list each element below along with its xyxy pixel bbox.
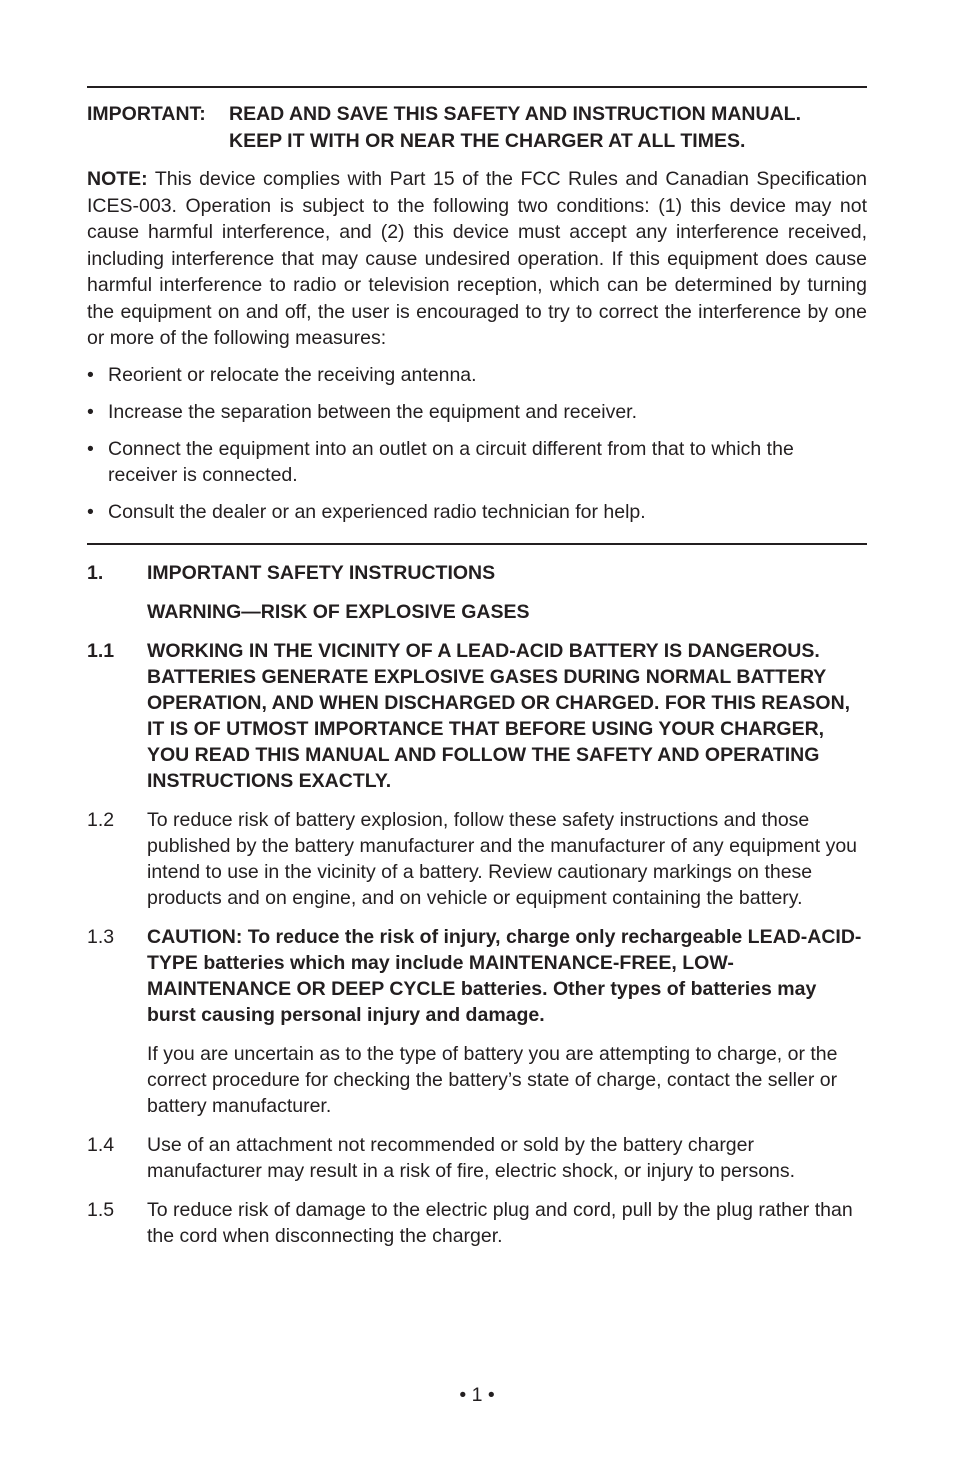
important-line-2: KEEP IT WITH OR NEAR THE CHARGER AT ALL TIMES.	[229, 130, 746, 152]
item-number: 1.2	[87, 808, 115, 831]
fcc-note	[87, 166, 867, 352]
measures-list	[87, 362, 867, 526]
page-number: • 1 •	[459, 1384, 495, 1406]
list-item	[87, 399, 867, 426]
instruction-1-1	[87, 638, 867, 794]
list-item-text: Increase the separation between the equipment and receiver.	[108, 400, 638, 423]
section-heading	[87, 560, 867, 586]
section-title: IMPORTANT SAFETY INSTRUCTIONS	[147, 561, 496, 584]
important-label: IMPORTANT:	[87, 103, 206, 125]
list-item-text: Consult the dealer or an experienced radio technician for help.	[108, 501, 646, 523]
instruction-1-3	[87, 924, 867, 1028]
item-text: If you are uncertain as to the type of battery you are attempting to charge, or the correct procedure for checking the battery’s state of charge, contact the seller or battery manufacturer.	[147, 1042, 838, 1117]
instruction-1-3-followup	[87, 1041, 867, 1119]
note-text: This device complies with Part 15 of the FCC Rules and Canadian Specification ICES-003. Operation is subject to the following two conditions: (1) this device may not cause harmful interference, and (2) this device must accept any interference received, including interference that may cause undesired operation. If this equipment does cause harmful interference to radio or television reception, which can be determined by turning the equipment on and off, the user is encouraged to try to correct the interference by one or more of the following measures:	[87, 168, 867, 349]
item-number: 1.5	[87, 1198, 115, 1221]
bullet-icon: •	[87, 363, 94, 386]
manual-page	[87, 86, 867, 1249]
note-label: NOTE:	[87, 168, 148, 190]
list-item	[87, 362, 867, 389]
section-number: 1.	[87, 561, 104, 584]
section-divider	[87, 543, 867, 545]
list-item-text: Reorient or relocate the receiving antenna.	[108, 363, 477, 386]
top-divider	[87, 86, 867, 88]
important-notice	[87, 101, 867, 155]
item-text: To reduce risk of battery explosion, follow these safety instructions and those published by the battery manufacturer and the manufacturer of any equipment you intend to use in the vicinity of a battery. Review cautionary markings on these products and on engine, and on vehicle or equipment containing the battery.	[147, 808, 858, 909]
bullet-icon: •	[87, 400, 94, 423]
item-text: To reduce risk of damage to the electric plug and cord, pull by the plug rather than the cord when disconnecting the charger.	[147, 1198, 853, 1247]
bullet-icon: •	[87, 437, 94, 460]
instruction-1-5	[87, 1197, 867, 1249]
item-text: Use of an attachment not recommended or sold by the battery charger manufacturer may result in a risk of fire, electric shock, or injury to persons.	[147, 1133, 796, 1182]
list-item-text: Connect the equipment into an outlet on a circuit different from that to which the receiver is connected.	[108, 437, 794, 486]
item-text: WORKING IN THE VICINITY OF A LEAD-ACID BATTERY IS DANGEROUS. BATTERIES GENERATE EXPLOSIVE GASES DURING NORMAL BATTERY OPERATION, AND WHEN DISCHARGED OR CHARGED. FOR THIS REASON, IT IS OF UTMOST IMPORTANCE THAT BEFORE USING YOUR CHARGER, YOU READ THIS MANUAL AND FOLLOW THE SAFETY AND OPERATING INSTRUCTIONS EXACTLY.	[147, 639, 851, 792]
instruction-1-4	[87, 1132, 867, 1184]
bullet-icon: •	[87, 501, 94, 523]
warning-heading	[87, 599, 867, 625]
item-number: 1.3	[87, 925, 115, 948]
list-item	[87, 436, 867, 489]
important-line-1: READ AND SAVE THIS SAFETY AND INSTRUCTION MANUAL.	[229, 103, 802, 125]
instruction-1-2	[87, 807, 867, 911]
list-item	[87, 499, 867, 526]
warning-title: WARNING—RISK OF EXPLOSIVE GASES	[147, 600, 530, 623]
item-text-caution: CAUTION: To reduce the risk of injury, charge only rechargeable LEAD-ACID-TYPE batteries which may include MAINTENANCE-FREE, LOW-MAINTENANCE OR DEEP CYCLE batteries. Other types of batteries may burst causing personal injury and damage.	[147, 925, 862, 1026]
item-number: 1.4	[87, 1133, 115, 1156]
item-number: 1.1	[87, 639, 115, 662]
